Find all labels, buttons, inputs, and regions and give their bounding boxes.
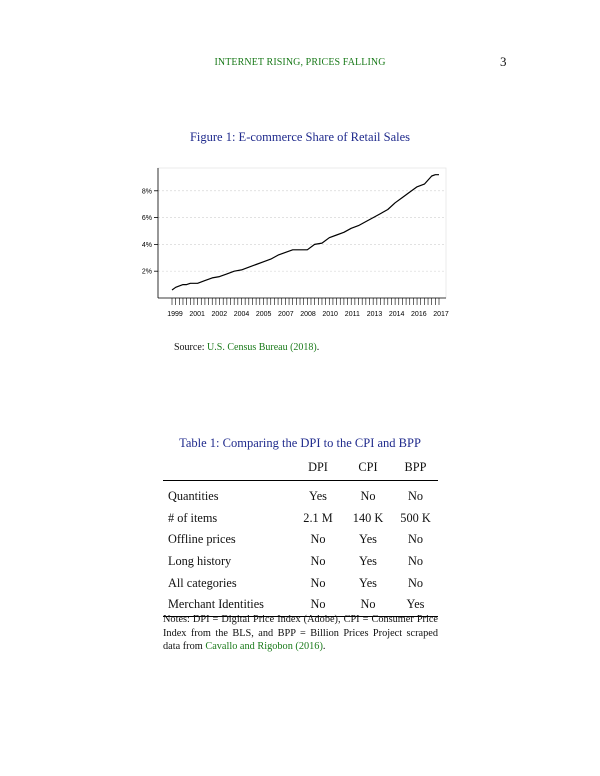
x-tick-label: 2005 (255, 311, 272, 318)
table-cell: Yes (359, 554, 377, 569)
table-row (163, 529, 438, 551)
table-cell: Yes (309, 489, 327, 504)
ecommerce-share-chart (0, 0, 600, 330)
column-header: DPI (308, 460, 328, 474)
x-tick-label: 2008 (300, 311, 316, 318)
column-header: CPI (358, 460, 378, 474)
table-cell: Yes (359, 532, 377, 547)
page-number: 3 (500, 54, 507, 69)
table-row (163, 481, 438, 508)
table-cell: Yes (359, 575, 377, 590)
x-tick-label: 2014 (388, 311, 405, 318)
figure-source (174, 342, 319, 353)
table-header-row (163, 456, 438, 481)
chart-gridlines (158, 191, 446, 271)
plot-frame (158, 168, 446, 298)
x-tick-label: 2002 (211, 311, 228, 318)
y-tick-label: 4% (141, 241, 152, 249)
series-line (172, 175, 439, 290)
y-tick-label: 2% (141, 268, 152, 276)
table-caption: Table 1: Comparing the DPI to the CPI and BPP (179, 436, 421, 450)
row-label: # of items (168, 510, 218, 525)
chart-series (172, 175, 439, 290)
table-cell: 2.1 M (303, 510, 333, 525)
running-header: INTERNET RISING, PRICES FALLING (214, 57, 386, 68)
figure-caption: Figure 1: E-commerce Share of Retail Sales (189, 130, 411, 144)
x-tick-label: 2010 (322, 311, 338, 318)
table-cell: No (407, 575, 424, 590)
table-corner (163, 456, 293, 481)
x-tick-label: 2001 (189, 311, 205, 318)
table-cell: No (407, 554, 424, 569)
notes-citation-link[interactable]: Cavallo and Rigobon (2016) (205, 641, 323, 652)
source-citation-link[interactable]: U.S. Census Bureau (2018) (207, 342, 317, 353)
y-tick-label: 6% (141, 215, 152, 223)
table-cell: No (407, 532, 424, 547)
table-row (163, 508, 438, 530)
x-tick-label: 2016 (411, 311, 427, 318)
notes-text: Notes: DPI = Digital Price Index (Adobe), CPI = Consumer Price Index from the BLS, and BPP = Billion Prices Project scraped data from (163, 614, 438, 652)
table-cell: 500 K (400, 510, 431, 525)
row-label: Merchant Identities (168, 597, 264, 612)
table-cell: No (360, 489, 376, 504)
table-cell: No (310, 532, 326, 547)
notes-end: . (322, 641, 326, 652)
table-cell: No (360, 597, 376, 612)
row-label: All categories (168, 575, 237, 590)
table-cell: No (310, 554, 326, 569)
table-notes (163, 613, 438, 654)
table-cell: Yes (406, 597, 425, 612)
y-tick-label: 8% (141, 188, 152, 196)
table-row (163, 551, 438, 573)
table-cell: No (407, 489, 424, 504)
row-label: Long history (168, 554, 232, 569)
table-cell: 140 K (352, 510, 384, 525)
x-tick-label: 2011 (344, 311, 360, 318)
x-tick-label: 2007 (278, 311, 294, 318)
table-cell: No (310, 597, 326, 612)
table-cell: No (310, 575, 326, 590)
column-header: BPP (404, 460, 427, 474)
x-tick-label: 2004 (233, 311, 250, 318)
source-suffix: . (316, 342, 320, 353)
source-prefix: Source: (174, 342, 208, 353)
x-tick-label: 2013 (366, 311, 383, 318)
x-tick-label: 2017 (433, 311, 449, 318)
table-row (163, 572, 438, 594)
row-label: Quantities (168, 489, 219, 504)
x-tick-label: 1999 (167, 311, 183, 318)
row-label: Offline prices (168, 532, 236, 547)
comparison-table (163, 456, 438, 617)
